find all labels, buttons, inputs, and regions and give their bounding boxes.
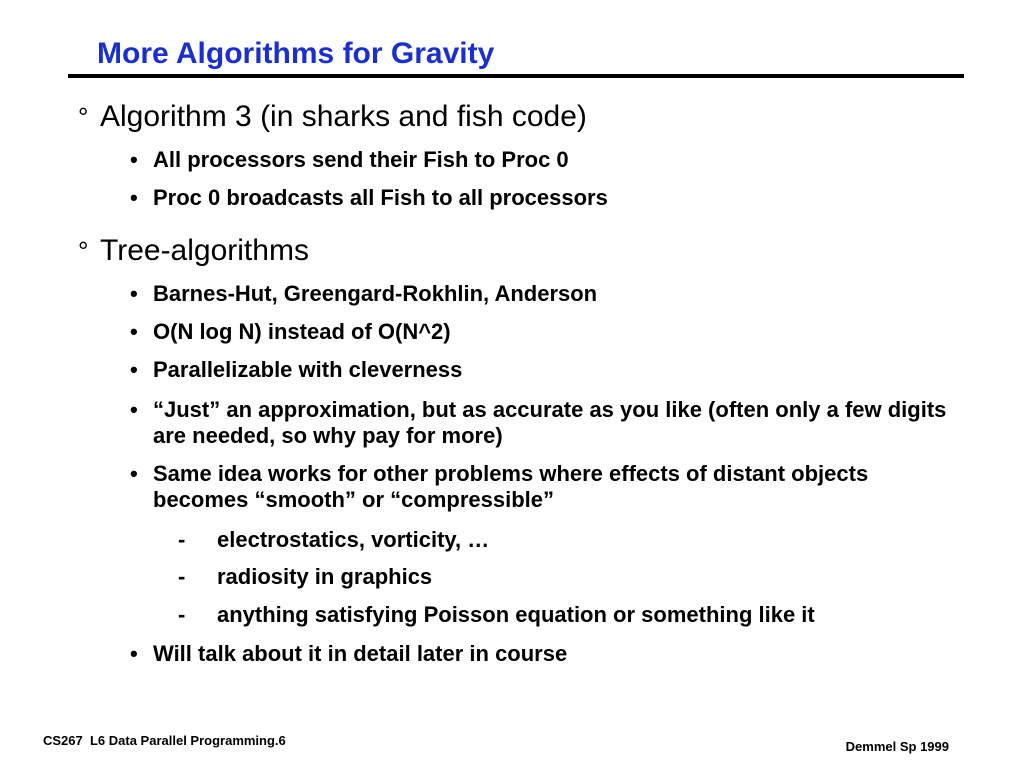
- dash-bullet-icon: -: [178, 602, 186, 627]
- sub-list-item: [178, 602, 815, 628]
- list-item: [130, 397, 960, 449]
- section-heading-text: Tree-algorithms: [100, 234, 309, 267]
- bullet-icon: •: [130, 185, 138, 210]
- list-item: [130, 185, 960, 211]
- slide-title: More Algorithms for Gravity: [97, 37, 495, 70]
- title-underline: [68, 74, 964, 78]
- list-item-text: Same idea works for other problems where effects of distant objects becomes “smooth” or “compressible”: [153, 461, 869, 512]
- list-item-text: “Just” an approximation, but as accurate as you like (often only a few digits are needed, so why pay for more): [153, 397, 947, 448]
- list-item: [130, 147, 960, 173]
- list-item: [130, 281, 960, 307]
- degree-bullet-icon: °: [78, 102, 89, 132]
- bullet-icon: •: [130, 397, 138, 422]
- list-item-text: Proc 0 broadcasts all Fish to all processors: [153, 185, 608, 210]
- list-item: [130, 641, 960, 667]
- bullet-icon: •: [130, 357, 138, 382]
- section-heading-algorithm-3: [78, 99, 587, 135]
- sub-list-item: [178, 564, 432, 590]
- degree-bullet-icon: °: [78, 236, 89, 266]
- list-item-text: O(N log N) instead of O(N^2): [153, 319, 451, 344]
- bullet-icon: •: [130, 147, 138, 172]
- dash-bullet-icon: -: [178, 527, 186, 552]
- footer-author-label: Demmel Sp 1999: [845, 739, 949, 754]
- list-item: [130, 319, 960, 345]
- bullet-icon: •: [130, 319, 138, 344]
- sub-list-item-text: radiosity in graphics: [217, 564, 433, 589]
- bullet-icon: •: [130, 641, 138, 666]
- list-item: [130, 357, 960, 383]
- list-item-text: Parallelizable with cleverness: [153, 357, 463, 382]
- section-heading-tree-algorithms: [78, 233, 309, 269]
- bullet-icon: •: [130, 281, 138, 306]
- list-item: [130, 461, 960, 513]
- list-item-text: Will talk about it in detail later in course: [153, 641, 568, 666]
- sub-list-item-text: anything satisfying Poisson equation or something like it: [217, 602, 815, 627]
- footer-course-label: CS267 L6 Data Parallel Programming.6: [43, 733, 286, 748]
- sub-list-item-text: electrostatics, vorticity, …: [217, 527, 490, 552]
- section-heading-text: Algorithm 3 (in sharks and fish code): [100, 100, 587, 133]
- dash-bullet-icon: -: [178, 564, 186, 589]
- bullet-icon: •: [130, 461, 138, 486]
- list-item-text: All processors send their Fish to Proc 0: [153, 147, 569, 172]
- sub-list-item: [178, 527, 489, 553]
- list-item-text: Barnes-Hut, Greengard-Rokhlin, Anderson: [153, 281, 598, 306]
